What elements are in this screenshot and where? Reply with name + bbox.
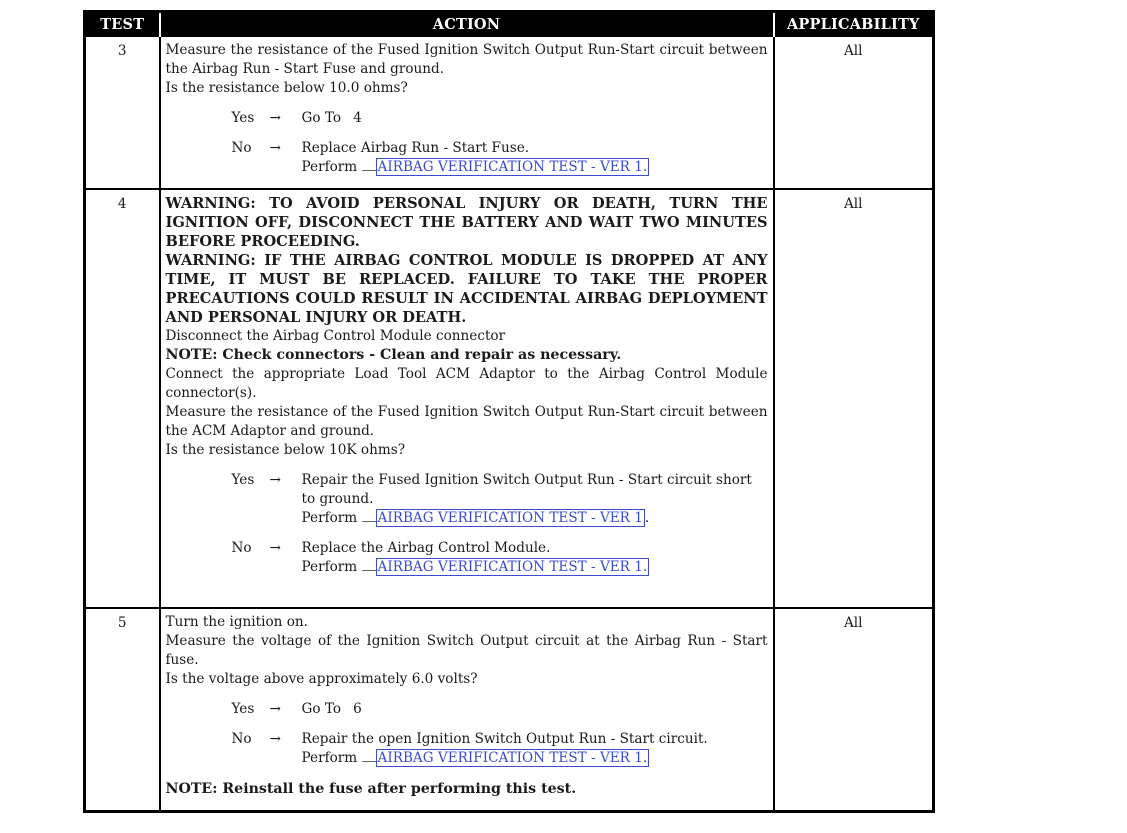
- yes-branch: [232, 471, 768, 528]
- arrow-right-icon: →: [269, 731, 281, 747]
- perform-underline: [362, 158, 376, 171]
- test-number: 3: [85, 36, 160, 189]
- arrow-right-icon: →: [269, 140, 281, 156]
- no-label: No: [231, 540, 252, 556]
- action-text: Turn the ignition on.: [165, 614, 308, 630]
- perform-underline: [362, 749, 376, 762]
- verification-test-link[interactable]: AIRBAG VERIFICATION TEST - VER 1.: [377, 750, 648, 766]
- header-test: TEST: [85, 12, 160, 37]
- perform-underline: [362, 509, 376, 522]
- no-action-text: Repair the open Ignition Switch Output Run - Start circuit.: [301, 731, 708, 747]
- table-row-test-5: [85, 608, 934, 812]
- action-text: Connect the appropriate Load Tool ACM Adaptor to the Airbag Control Module connector(s).: [165, 366, 768, 401]
- yes-label: Yes: [231, 110, 255, 126]
- no-action-text: Replace the Airbag Control Module.: [301, 540, 551, 556]
- no-branch: [232, 139, 768, 177]
- test-number: 4: [85, 189, 160, 608]
- goto-text: Go To: [301, 110, 342, 126]
- perform-label: Perform: [301, 510, 358, 526]
- verification-test-link[interactable]: AIRBAG VERIFICATION TEST - VER 1.: [377, 559, 648, 575]
- table-row-test-3: [85, 36, 934, 189]
- action-text: Measure the resistance of the Fused Ignition Switch Output Run-Start circuit between the Airbag Run - Start Fuse and ground.: [165, 42, 768, 77]
- action-text: Measure the resistance of the Fused Ignition Switch Output Run-Start circuit between the ACM Adaptor and ground.: [165, 404, 768, 439]
- goto-target-link[interactable]: 6: [353, 701, 362, 717]
- action-text: Disconnect the Airbag Control Module connector: [165, 328, 506, 344]
- no-label: No: [231, 140, 252, 156]
- goto-text: Go To: [301, 701, 342, 717]
- perform-label: Perform: [301, 159, 358, 175]
- arrow-right-icon: →: [269, 540, 281, 556]
- table-row-test-4: [85, 189, 934, 608]
- action-question: Is the voltage above approximately 6.0 volts?: [165, 671, 478, 687]
- perform-label: Perform: [301, 559, 358, 575]
- applicability-value: All: [774, 189, 934, 608]
- action-cell: [160, 189, 774, 608]
- no-label: No: [231, 731, 252, 747]
- no-branch: [232, 730, 768, 768]
- header-applicability: APPLICABILITY: [774, 12, 934, 37]
- action-question: Is the resistance below 10K ohms?: [165, 442, 405, 458]
- applicability-value: All: [774, 608, 934, 812]
- action-cell: [160, 36, 774, 189]
- link-suffix: .: [644, 510, 650, 526]
- action-question: Is the resistance below 10.0 ohms?: [165, 80, 408, 96]
- note-text: NOTE: Reinstall the fuse after performing this test.: [165, 781, 577, 797]
- applicability-value: All: [774, 36, 934, 189]
- action-cell: [160, 608, 774, 812]
- arrow-right-icon: →: [269, 110, 281, 126]
- perform-label: Perform: [301, 750, 358, 766]
- yes-label: Yes: [231, 472, 255, 488]
- verification-test-link[interactable]: AIRBAG VERIFICATION TEST - VER 1: [377, 510, 643, 526]
- action-text: Measure the voltage of the Ignition Switch Output circuit at the Airbag Run - Start fuse.: [165, 633, 768, 668]
- arrow-right-icon: →: [269, 701, 281, 717]
- verification-test-link[interactable]: AIRBAG VERIFICATION TEST - VER 1.: [377, 159, 648, 175]
- diagnostic-test-table: [83, 10, 935, 813]
- no-action-text: Replace Airbag Run - Start Fuse.: [301, 140, 530, 156]
- no-branch: [232, 539, 768, 577]
- yes-branch: [232, 700, 768, 719]
- note-text: NOTE: Check connectors - Clean and repair as necessary.: [165, 347, 622, 363]
- perform-underline: [362, 558, 376, 571]
- test-number: 5: [85, 608, 160, 812]
- header-action: ACTION: [160, 12, 774, 37]
- table-header-row: [85, 12, 934, 37]
- warning-text: WARNING: IF THE AIRBAG CONTROL MODULE IS DROPPED AT ANY TIME, IT MUST BE REPLACED. FAILURE TO TAKE THE PROPER PRECAUTIONS COULD RESULT IN ACCIDENTAL AIRBAG DEPLOYMENT AND PERSONAL INJURY OR DEATH.: [165, 252, 768, 326]
- goto-target-link[interactable]: 4: [353, 110, 362, 126]
- warning-text: WARNING: TO AVOID PERSONAL INJURY OR DEATH, TURN THE IGNITION OFF, DISCONNECT THE BATTERY AND WAIT TWO MINUTES BEFORE PROCEEDING.: [165, 195, 768, 250]
- yes-branch: [232, 109, 768, 128]
- arrow-right-icon: →: [269, 472, 281, 488]
- yes-action-text: Repair the Fused Ignition Switch Output Run - Start circuit short to ground.: [301, 472, 752, 507]
- yes-label: Yes: [231, 701, 255, 717]
